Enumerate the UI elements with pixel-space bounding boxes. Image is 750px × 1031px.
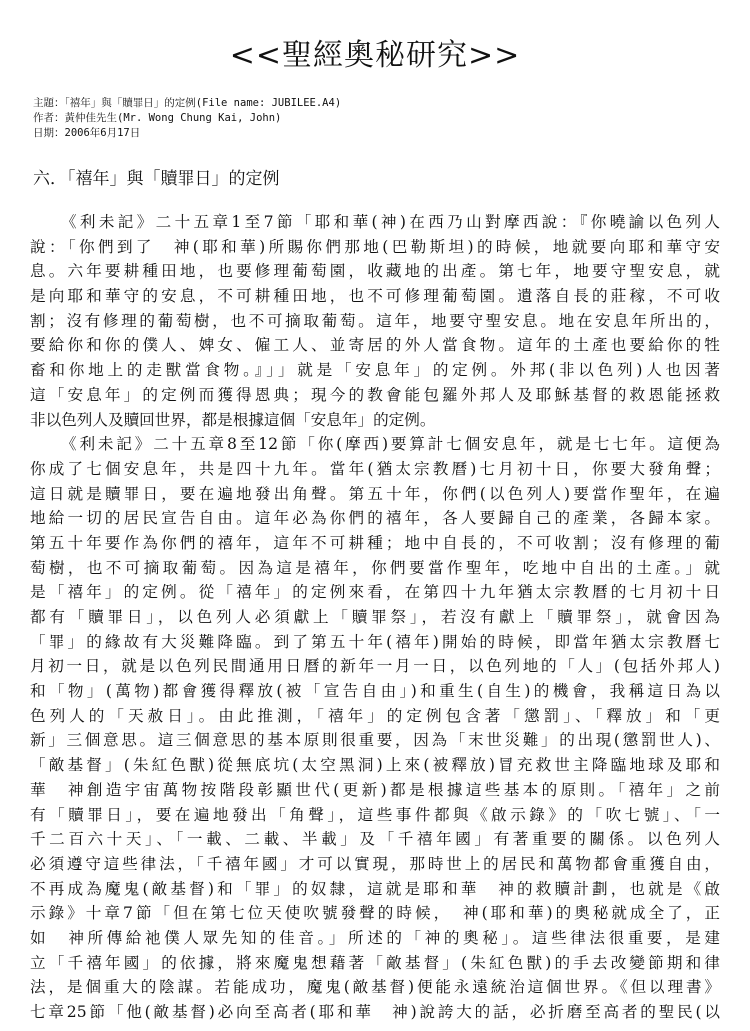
body-line: 七章25節「他(敵基督)必向至高者(耶和華 神)說誇大的話，必折磨至高者的聖民(以 xyxy=(30,1003,720,1021)
body-line: 月初一日，就是以色列民間通用日曆的新年一月一日，以色列地的「人」(包括外邦人) xyxy=(30,657,720,676)
body-line: 《利未記》二十五章8至12節「你(摩西)要算計七個安息年，就是七七年。這便為 xyxy=(61,435,720,454)
document-meta xyxy=(33,96,341,141)
body-line: 你成了七個安息年，共是四十九年。當年(猶太宗教曆)七月初十日，你要大發角聲； xyxy=(30,459,720,478)
body-line: 有「贖罪日」，要在遍地發出「角聲」，這些事件都與《啟示錄》的「吹七號」、「一 xyxy=(30,805,720,824)
document-body xyxy=(30,210,720,1025)
body-line: 不再成為魔鬼(敵基督)和「罪」的奴隸，這就是耶和華 神的救贖計劃，也就是《啟 xyxy=(30,879,720,898)
body-line: 非以色列人及贖回世界，都是根據這個「安息年」的定例。 xyxy=(30,410,436,429)
body-line: 畜和你地上的走獸當食物。』」」就是「安息年」的定例。外邦(非以色列)人也因著 xyxy=(30,361,720,380)
meta-date: 日期：2006年6月17日 xyxy=(33,127,141,139)
body-line: 《利未記》二十五章1至7節「耶和華(神)在西乃山對摩西說：『你曉諭以色列人 xyxy=(61,213,720,231)
body-line: 要給你和你的僕人、婢女、僱工人、並寄居的外人當食物。這年的土產也要給你的牲 xyxy=(30,336,720,355)
body-line: 新」三個意思。這三個意思的基本原則很重要，因為「末世災難」的出現(懲罰世人)、 xyxy=(30,731,720,750)
body-line: 立「千禧年國」的依據，將來魔鬼想藉著「敵基督」(朱紅色獸)的手去改變節期和律 xyxy=(30,953,720,972)
body-line: 地給一切的居民宣告自由。這年必為你們的禧年，各人要歸自己的產業，各歸本家。 xyxy=(30,509,720,528)
body-line: 是向耶和華守的安息，不可耕種田地，也不可修理葡萄園。遺落自長的莊稼，不可收 xyxy=(30,287,720,306)
body-line: 這日就是贖罪日，要在遍地發出角聲。第五十年，你們(以色列人)要當作聖年，在遍 xyxy=(30,484,720,503)
document-title: <<聖經奧秘研究>> xyxy=(229,38,521,73)
body-line: 說：「你們到了 神(耶和華)所賜你們那地(巴勒斯坦)的時候，地就要向耶和華守安 xyxy=(30,237,720,256)
body-line: 華 神創造宇宙萬物按階段彰顯世代(更新)都是根據這些基本的原則。「禧年」之前 xyxy=(30,780,720,799)
body-line: 千二百六十天」、「一載、二載、半載」及「千禧年國」有著重要的關係。以色列人 xyxy=(30,830,720,849)
body-line: 「敵基督」(朱紅色獸)從無底坑(太空黑洞)上來(被釋放)冒充救世主降臨地球及耶和 xyxy=(30,756,720,775)
section-heading: 六．「禧年」與「贖罪日」的定例 xyxy=(33,169,280,189)
body-line: 如 神所傳給祂僕人眾先知的佳音。」所述的「神的奧秘」。這些律法很重要，是建 xyxy=(30,928,720,947)
body-line: 示錄》十章7節「但在第七位天使吹號發聲的時候， 神(耶和華)的奧秘就成全了，正 xyxy=(30,904,720,923)
body-line: 這「安息年」的定例而獲得恩典；現今的教會能包羅外邦人及耶穌基督的救恩能拯救 xyxy=(30,385,720,404)
body-line: 萄樹，也不可摘取葡萄。因為這是禧年，你們要當作聖年，吃地中自出的土產。」就 xyxy=(30,558,720,577)
body-line: 都有「贖罪日」，以色列人必須獻上「贖罪祭」，若沒有獻上「贖罪祭」，就會因為 xyxy=(30,608,720,626)
body-line: 是「禧年」的定例。從「禧年」的定例來看，在第四十九年猶太宗教曆的七月初十日 xyxy=(30,583,720,602)
meta-author: 作者：黃仲佳先生(Mr. Wong Chung Kai, John) xyxy=(33,112,282,124)
body-line: 和「物」(萬物)都會獲得釋放(被「宣告自由」)和重生(自生)的機會，我稱這日為以 xyxy=(30,682,720,701)
body-line: 法，是個重大的陰謀。若能成功，魔鬼(敵基督)便能永遠統治這個世界。《但以理書》 xyxy=(30,978,720,997)
body-line: 必須遵守這些律法，「千禧年國」才可以實現，那時世上的居民和萬物都會重獲自由， xyxy=(30,854,720,873)
body-line: 息。六年要耕種田地，也要修理葡萄園，收藏地的出產。第七年，地要守聖安息，就 xyxy=(30,262,720,281)
body-line: 割；沒有修理的葡萄樹，也不可摘取葡萄。這年，地要守聖安息。地在安息年所出的， xyxy=(30,311,720,330)
body-line: 第五十年要作為你們的禧年，這年不可耕種；地中自長的，不可收割；沒有修理的葡 xyxy=(30,533,720,552)
body-line: 色列人的「天赦日」。由此推測，「禧年」的定例包含著「懲罰」、「釋放」和「更 xyxy=(30,706,720,725)
meta-subject: 主題：「禧年」與「贖罪日」的定例(File name: JUBILEE.A4) xyxy=(33,97,342,109)
body-line: 「罪」的緣故有大災難降臨。到了第五十年(禧年)開始的時候，即當年猶太宗教曆七 xyxy=(30,632,720,651)
